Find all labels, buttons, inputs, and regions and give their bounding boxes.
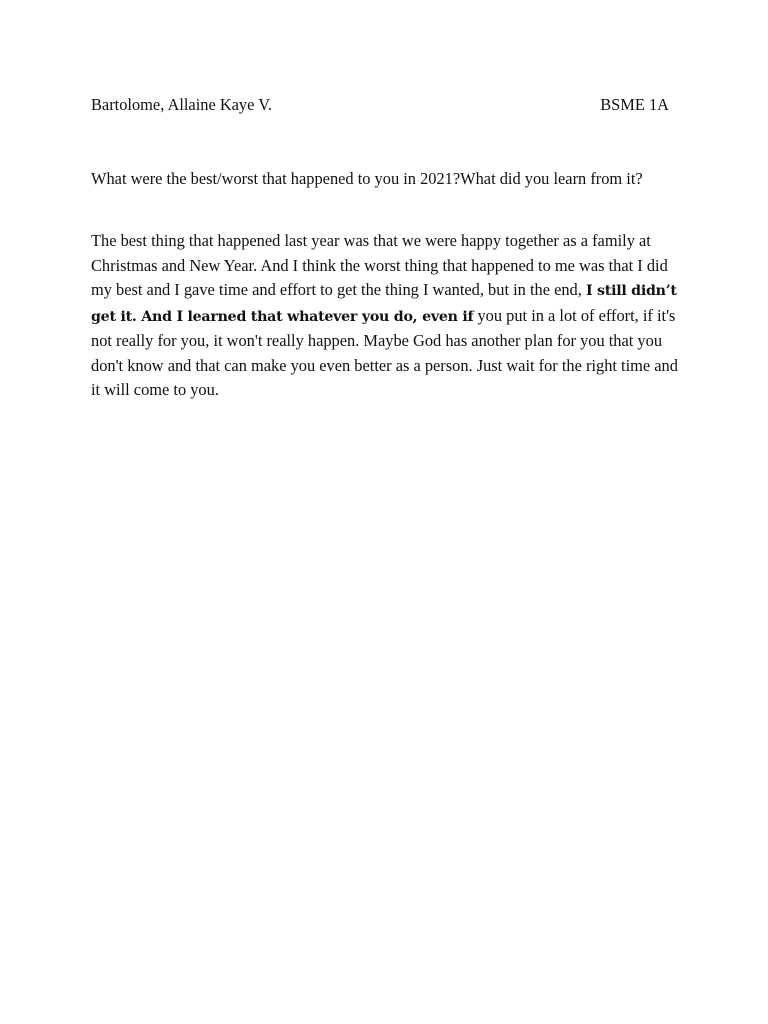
document-header (91, 93, 669, 117)
answer-text-bold: I still didn’t get it. And I learned that whatever you do, even if (91, 283, 677, 325)
class-section: BSME 1A (600, 95, 669, 114)
student-name: Bartolome, Allaine Kaye V. (91, 95, 273, 114)
essay-answer (91, 229, 679, 403)
essay-question: What were the best/worst that happened to you in 2021?What did you learn from it? (91, 169, 643, 188)
answer-text-part-3: you put in a lot of effort, if it's not really for you, it won't really happen. Maybe God has another plan for you that you don't know and that can make you even better as a person. Just wait for the right time and it will come to you. (91, 305, 678, 399)
answer-text-part-1: The best thing that happened last year was that we were happy together as a family at Christmas and New Year. And I think the worst thing that happened to me was that I did my best and I gave time and effort to get the thing I wanted, but in the end, (91, 231, 668, 299)
